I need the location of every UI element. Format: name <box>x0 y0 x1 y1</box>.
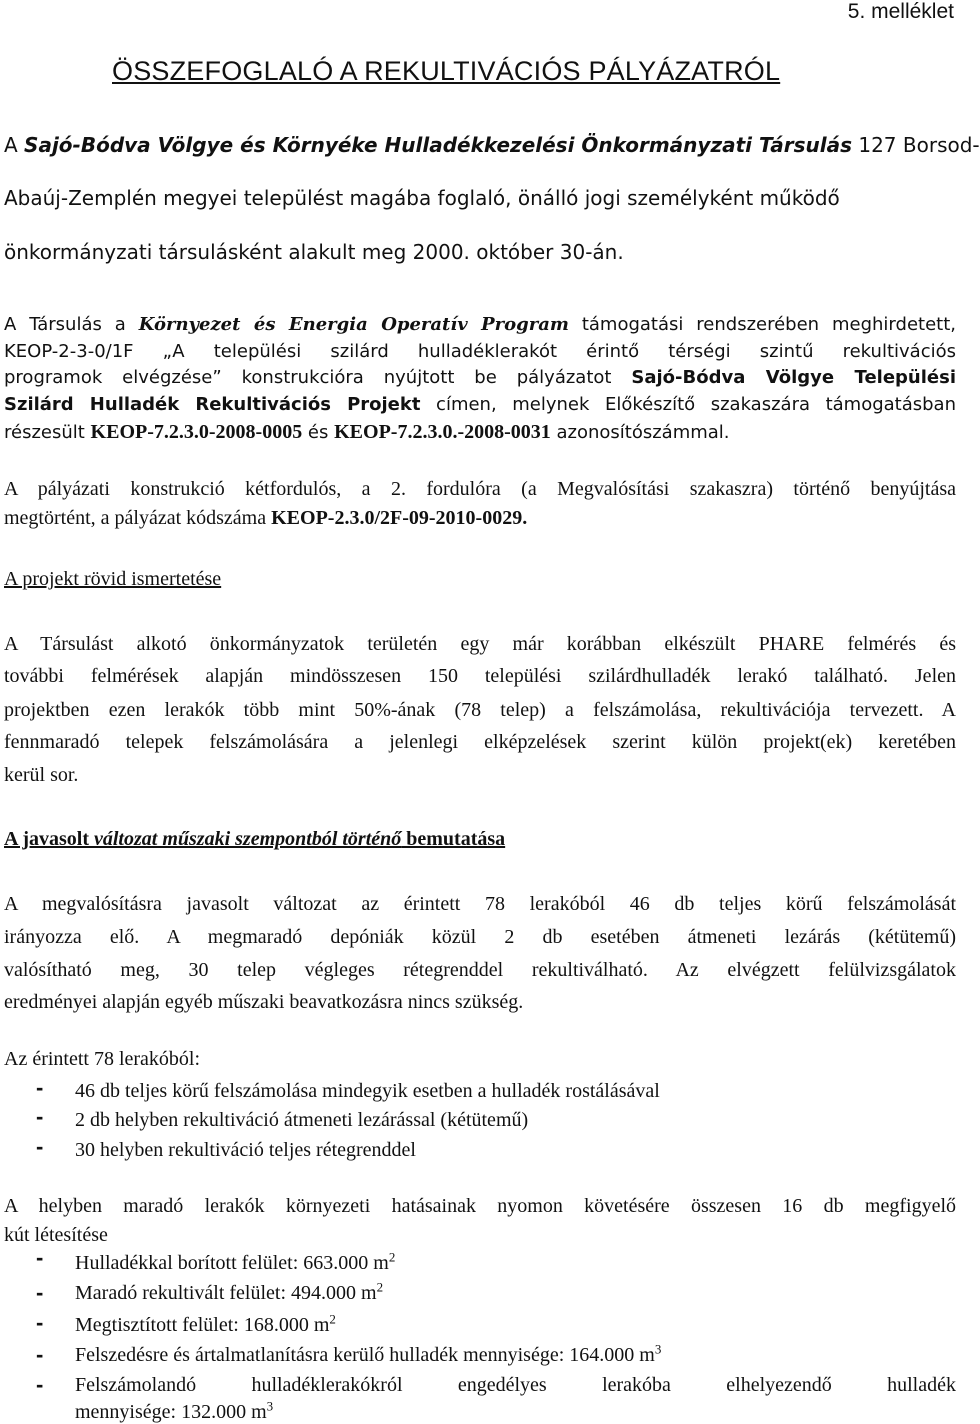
list-item: 30 helyben rekultiváció teljes rétegrenddel <box>75 1139 416 1161</box>
list-item: Hulladékkal borított felület: 663.000 $m^2$ <box>75 1249 396 1274</box>
program-line-2: KEOP-2-3-0/1F „A települési szilárd hulladéklerakót érintő térségi szintű rekultivációs <box>4 341 956 362</box>
list-item: Megtisztított felület: 168.000 $m^2$ <box>75 1311 336 1336</box>
program-line-5: részesült KEOP-7.2.3.0-2008-0005 és KEOP-7.2.3.0.-2008-0031 azonosítószámmal. <box>4 421 730 443</box>
section1-line-1: A Társulást alkotó önkormányzatok területén egy már korábban elkészült PHARE felmérés és <box>4 633 956 655</box>
monitoring-line-2: kút létesítése <box>4 1224 108 1246</box>
list1-intro: Az érintett 78 lerakóból: <box>4 1048 201 1070</box>
intro-line-3: önkormányzati társulásként alakult meg 2000. október 30-án. <box>4 240 624 264</box>
twostage-line-2: megtörtént, a pályázat kódszáma KEOP-2.3.0/2F-09-2010-0029. <box>4 507 528 529</box>
section-heading-technical-variant: A javasolt változat műszaki szempontból történő bemutatása <box>4 828 506 850</box>
section1-line-4: fennmaradó telepek felszámolására a jelenlegi elképzelések szerint külön projekt(ek) keretében <box>4 731 956 753</box>
section2-line-2: irányozza elő. A megmaradó depóniák közül 2 db esetében átmeneti lezárás (kétütemű) <box>4 926 956 948</box>
list-bullet: - <box>36 1342 44 1367</box>
section2-line-4: eredményei alapján egyéb műszaki beavatkozásra nincs szükség. <box>4 991 524 1013</box>
monitoring-line-1: A helyben maradó lerakók környezeti hatásainak nyomon követésére összesen 16 db megfigyelő <box>4 1195 956 1217</box>
application-code: KEOP-2.3.0/2F-09-2010-0029. <box>271 507 528 529</box>
annex-label: 5. melléklet <box>847 0 954 23</box>
project-name: Szilárd Hulladék Rekultivációs Projekt <box>4 394 421 415</box>
program-line-1: A Társulás a Környezet és Energia Operatív Program támogatási rendszerében meghirdetett, <box>4 314 956 335</box>
list-bullet: - <box>36 1134 44 1159</box>
intro-line-2: Abaúj-Zemplén megyei települést magába foglaló, önálló jogi személyként működő <box>4 186 840 210</box>
list-bullet: - <box>36 1245 44 1270</box>
list-bullet: - <box>36 1372 44 1397</box>
list-bullet: - <box>36 1104 44 1129</box>
list-item: Maradó rekultivált felület: 494.000 $m^2$ <box>75 1279 384 1304</box>
list-bullet: - <box>36 1280 44 1305</box>
section2-line-1: A megvalósításra javasolt változat az érintett 78 lerakóból 46 db teljes körű felszámolását <box>4 893 956 915</box>
section1-line-3: projektben ezen lerakók több mint 50%-ának (78 telep) a felszámolása, rekultivációja tervezett. A <box>4 699 956 721</box>
list-item-continuation: mennyisége: 132.000 $m^3$ <box>75 1398 274 1423</box>
list-item: 2 db helyben rekultiváció átmeneti lezárással (kétütemű) <box>75 1109 529 1131</box>
section-heading-project-summary: A projekt rövid ismertetése <box>4 568 222 590</box>
list-item: Felszedésre és ártalmatlanításra kerülő hulladék mennyisége: 164.000 $m^3$ <box>75 1341 662 1366</box>
section2-line-3: valósítható meg, 30 telep végleges rétegrenddel rekultiválható. Az elvégzett felülvizsgálatok <box>4 959 956 981</box>
intro-line-1: A Sajó-Bódva Völgye és Környéke Hulladékkezelési Önkormányzati Társulás 127 Borsod- <box>4 133 980 157</box>
association-name: Sajó-Bódva Völgye és Környéke Hulladékkezelési Önkormányzati Társulás <box>24 133 852 157</box>
program-line-4: Szilárd Hulladék Rekultivációs Projekt címen, melynek Előkészítő szakaszára támogatásban <box>4 394 956 415</box>
section1-line-2: további felmérések alapján mindösszesen 150 települési szilárdhulladék lerakó található. Jelen <box>4 665 956 687</box>
list-item: 46 db teljes körű felszámolása mindegyik esetben a hulladék rostálásával <box>75 1080 660 1102</box>
list-bullet: - <box>36 1310 44 1335</box>
section1-line-5: kerül sor. <box>4 764 79 786</box>
list-bullet: - <box>36 1075 44 1100</box>
page-title: ÖSSZEFOGLALÓ A REKULTIVÁCIÓS PÁLYÁZATRÓL <box>112 56 781 86</box>
twostage-line-1: A pályázati konstrukció kétfordulós, a 2. fordulóra (a Megvalósítási szakaszra) történő benyújtása <box>4 478 956 500</box>
list-item: Felszámolandó hulladéklerakókról engedélyes lerakóba elhelyezendő hulladék <box>75 1374 956 1396</box>
program-name: Környezet és Energia Operatív Program <box>138 314 569 335</box>
program-line-3: programok elvégzése” konstrukcióra nyújtott be pályázatot Sajó-Bódva Völgye Települési <box>4 367 956 388</box>
